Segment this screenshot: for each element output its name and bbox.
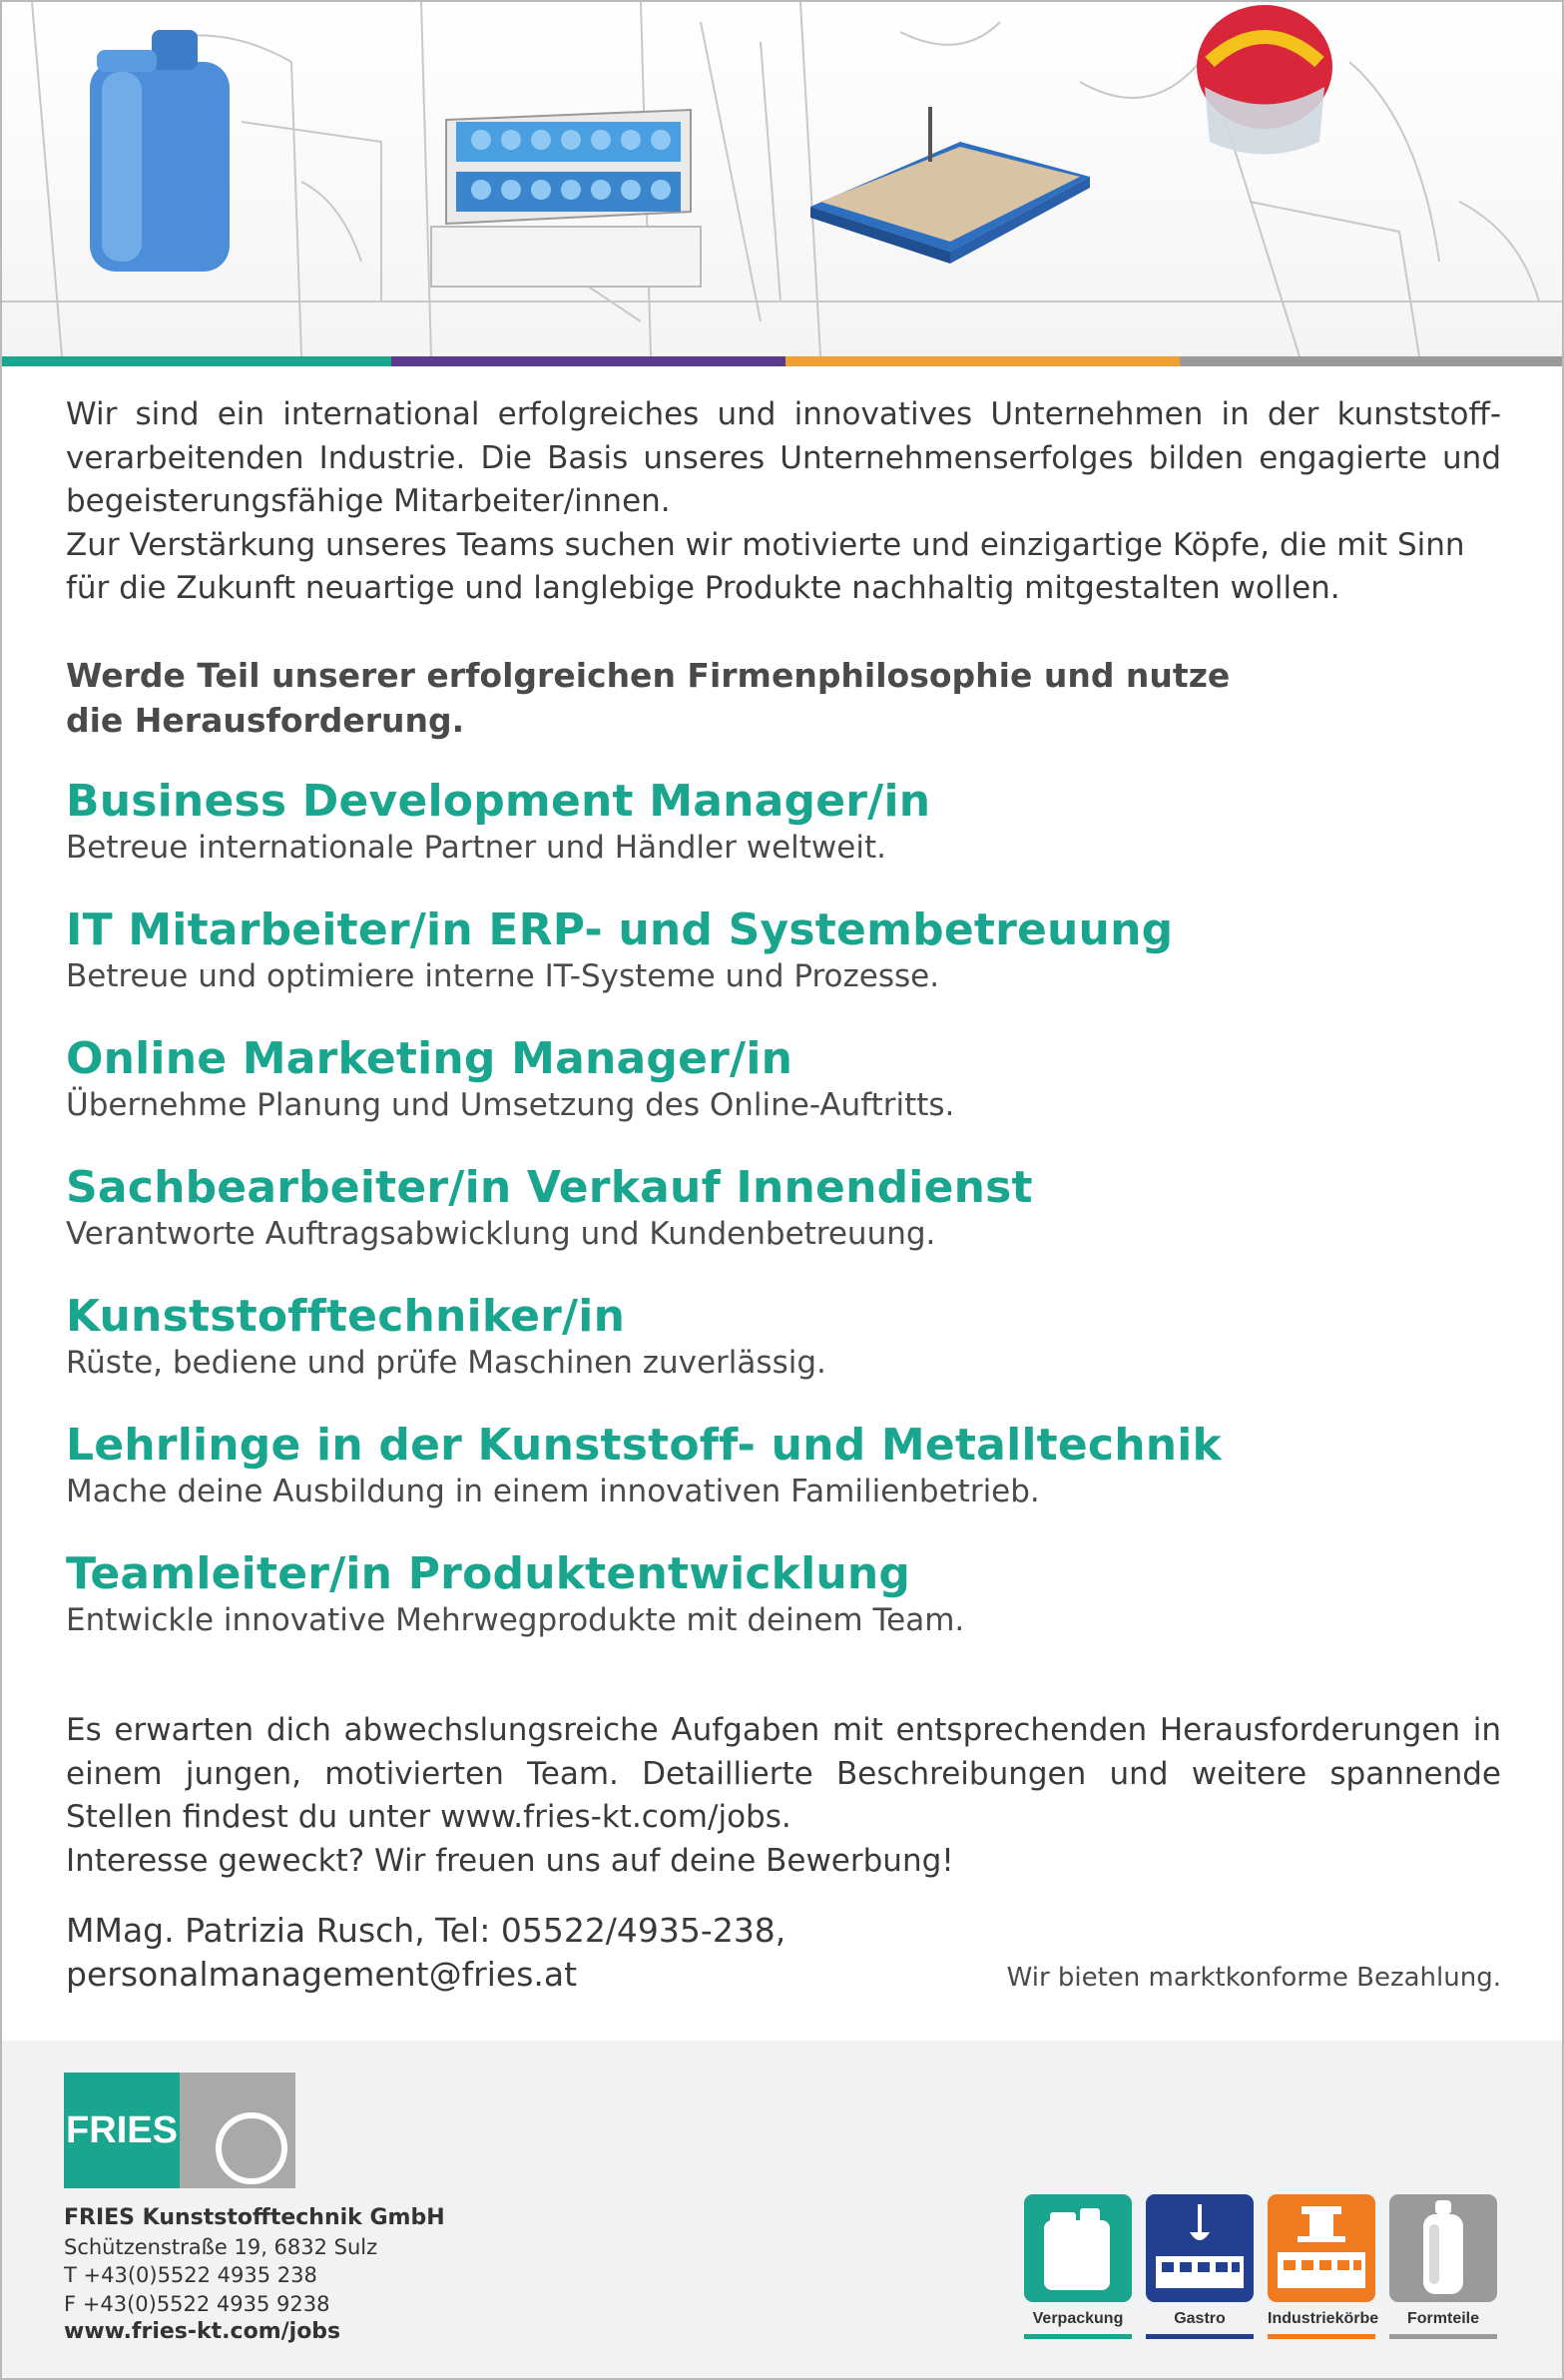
industrial-basket-icon xyxy=(1268,2194,1375,2302)
color-stripe-purple xyxy=(391,356,785,366)
company-address xyxy=(64,2204,445,2347)
job-item xyxy=(66,1420,1501,1511)
job-item xyxy=(66,1548,1501,1640)
claim-heading xyxy=(66,653,1363,743)
company-website-link[interactable]: www.fries-kt.com/jobs xyxy=(64,2319,341,2344)
color-stripe-orange xyxy=(785,356,1180,366)
job-item xyxy=(66,776,1501,868)
outro-text xyxy=(66,1709,1501,1883)
color-stripe-grey xyxy=(1180,356,1562,366)
salary-note: Wir bieten marktkonforme Bezahlung. xyxy=(1006,1963,1501,1993)
header-illustration xyxy=(2,2,1562,356)
job-description: Betreue internationale Partner und Händler weltweit. xyxy=(66,830,886,866)
category-underline xyxy=(1024,2334,1132,2339)
job-description: Übernehme Planung und Umsetzung des Online-Auftritts. xyxy=(66,1087,955,1123)
intro-text xyxy=(66,393,1501,611)
claim-line-2: die Herausforderung. xyxy=(66,701,465,740)
ad-content xyxy=(66,393,1501,1994)
category-underline xyxy=(1268,2334,1375,2339)
category-underline xyxy=(1389,2334,1497,2339)
industrial-tray-photo xyxy=(810,107,1090,264)
job-description: Betreue und optimiere interne IT-Systeme und Prozesse. xyxy=(66,958,940,994)
molded-part-icon xyxy=(1389,2194,1497,2302)
claim-line-1: Werde Teil unserer erfolgreichen Firmenphilosophie und nutze xyxy=(66,656,1231,695)
job-item xyxy=(66,1033,1501,1125)
company-street: Schützenstraße 19, 6832 Sulz xyxy=(64,2234,378,2259)
job-title: Sachbearbeiter/in Verkauf Innendienst xyxy=(66,1162,1033,1213)
job-description: Entwickle innovative Mehrwegprodukte mit deinem Team. xyxy=(66,1602,965,1638)
job-title: Kunststofftechniker/in xyxy=(66,1291,626,1342)
job-description: Rüste, bediene und prüfe Maschinen zuverlässig. xyxy=(66,1345,826,1381)
intro-paragraph-2: Zur Verstärkung unseres Teams suchen wir motivierte und einzigartige Köpfe, die mit Sinn für die Zukunft neuartige und langlebige Produkte nachhaltig mitgestalten wollen. xyxy=(66,526,1465,606)
category-verpackung xyxy=(1024,2194,1132,2354)
outro-paragraph-2: Interesse geweckt? Wir freuen uns auf deine Bewerbung! xyxy=(66,1842,954,1879)
job-description: Mache deine Ausbildung in einem innovativen Familienbetrieb. xyxy=(66,1474,1040,1509)
job-title: IT Mitarbeiter/in ERP- und Systembetreuung xyxy=(66,904,1174,955)
job-title: Business Development Manager/in xyxy=(66,776,931,827)
logo-wordmark: FRIES xyxy=(64,2073,180,2188)
job-title: Online Marketing Manager/in xyxy=(66,1033,793,1084)
logo-circle-mark xyxy=(180,2073,295,2188)
category-industriekoerbe xyxy=(1268,2194,1379,2354)
category-label: Industriekörbe xyxy=(1268,2310,1379,2327)
company-phone: T +43(0)5522 4935 238 xyxy=(64,2263,317,2287)
glass-basket-icon xyxy=(1146,2194,1254,2302)
contact-email[interactable]: personalmanagement@fries.at xyxy=(66,1955,578,1994)
intro-paragraph-1: Wir sind ein international erfolgreiches und innovatives Unternehmen in der kunststoffverarbeitenden Industrie. Die Basis unseres Unternehmenserfolges bilden engagierte und begeisterungsfähige Mitarbeiter/innen. xyxy=(66,396,1501,519)
job-item xyxy=(66,904,1501,996)
category-underline xyxy=(1146,2334,1254,2339)
canister-photo xyxy=(90,30,230,272)
canister-icon xyxy=(1024,2194,1132,2302)
category-label: Formteile xyxy=(1406,2310,1479,2327)
outro-paragraph-1: Es erwarten dich abwechslungsreiche Aufgaben mit entsprechenden Herausforderungen in einem jungen, motivierten Team. Detaillierte Beschreibungen und weitere spannende Stellen findest du unter www.fries-kt.com/jobs. xyxy=(66,1712,1501,1835)
job-description: Verantworte Auftragsabwicklung und Kundenbetreuung. xyxy=(66,1216,936,1252)
category-icons xyxy=(1024,2194,1503,2354)
contact-person: MMag. Patrizia Rusch, Tel: 05522/4935-238, xyxy=(66,1911,786,1950)
color-stripe-teal xyxy=(2,356,391,366)
category-gastro xyxy=(1146,2194,1254,2354)
company-name: FRIES Kunststofftechnik GmbH xyxy=(64,2205,445,2230)
company-fax: F +43(0)5522 4935 9238 xyxy=(64,2291,330,2316)
job-item xyxy=(66,1291,1501,1383)
job-title: Lehrlinge in der Kunststoff- und Metalltechnik xyxy=(66,1420,1222,1471)
glass-rack-photo xyxy=(431,110,701,287)
category-label: Verpackung xyxy=(1032,2310,1124,2327)
job-title: Teamleiter/in Produktentwicklung xyxy=(66,1548,911,1599)
fries-logo xyxy=(64,2073,295,2188)
helmet-photo xyxy=(1197,5,1332,155)
category-formteile xyxy=(1389,2194,1497,2354)
footer xyxy=(2,2041,1562,2380)
category-label: Gastro xyxy=(1174,2310,1226,2327)
job-item xyxy=(66,1162,1501,1254)
